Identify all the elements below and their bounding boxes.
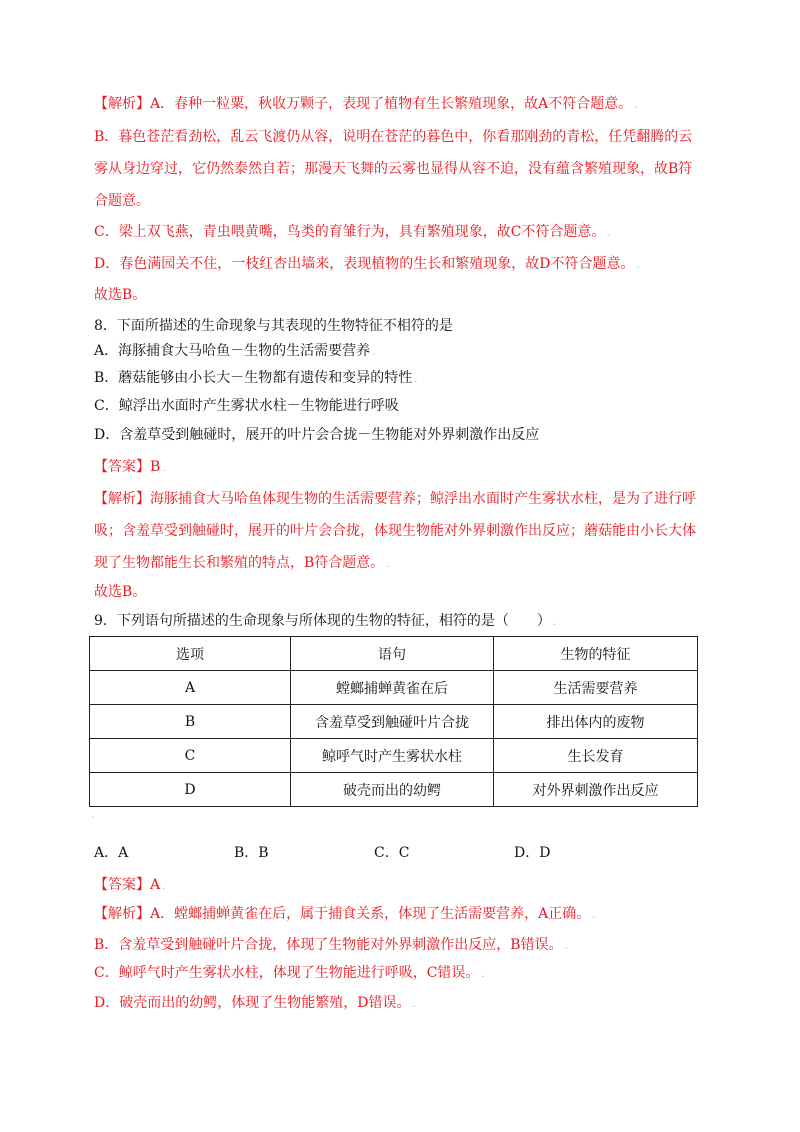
- table-cell: B: [90, 705, 291, 739]
- q8-option-c: C．鲸浮出水面时产生雾状水柱－生物能进行呼吸: [94, 398, 399, 414]
- q8-option-d: D．含羞草受到触碰时，展开的叶片会合拢－生物能对外界刺激作出反应: [94, 427, 540, 443]
- q7-conclusion: 故选B。: [94, 287, 147, 303]
- q9-option-c: C．C: [374, 845, 410, 861]
- table-cell: 对外界刺激作出反应: [494, 773, 698, 807]
- table-cell: 螳螂捕蝉黄雀在后: [291, 671, 494, 705]
- q9-option-a: A．A: [94, 845, 129, 861]
- q9-option-d: D．D: [514, 845, 551, 861]
- q9-analysis-line: B．含羞草受到触碰叶片合拢，体现了生物能对外界刺激作出反应，B错误。 .: [94, 937, 568, 953]
- table-cell: C: [90, 739, 291, 773]
- q9-stem: 9．下列语句所描述的生命现象与所体现的生物的特征，相符的是（ ） .: [94, 613, 557, 629]
- q7-analysis-line: D．春色满园关不住，一枝红杏出墙来，表现植物的生长和繁殖现象，故D不符合题意。 .: [94, 256, 640, 272]
- table-cell: 生活需要营养: [494, 671, 698, 705]
- table-cell: D: [90, 773, 291, 807]
- q9-answer: 【答案】A .: [94, 877, 166, 893]
- table-header-row: [90, 637, 698, 671]
- table-cell: 排出体内的废物: [494, 705, 698, 739]
- table-cell: A: [90, 671, 291, 705]
- table-header-cell: 语句: [291, 637, 494, 671]
- paragraph-mark: .: [91, 810, 95, 821]
- q9-analysis-line: 【解析】A．螳螂捕蝉黄雀在后，属于捕食关系，体现了生活需要营养，A正确。 .: [94, 906, 596, 922]
- q7-analysis-line: B．暮色苍茫看劲松，乱云飞渡仍从容，说明在苍茫的暮色中，你看那刚劲的青松，任凭翻腾的云: [94, 129, 693, 145]
- q9-analysis-line: D．破壳而出的幼鳄，体现了生物能繁殖，D错误。 .: [94, 995, 416, 1011]
- q9-option-b: B．B: [234, 845, 269, 861]
- table-header-cell: 生物的特征: [494, 637, 698, 671]
- q8-conclusion: 故选B。: [94, 584, 147, 600]
- table-cell: 破壳而出的幼鳄: [291, 773, 494, 807]
- q8-option-b: B．蘑菇能够由小长大－生物都有遗传和变异的特性 .: [94, 370, 418, 386]
- table-cell: 鲸呼气时产生雾状水柱: [291, 739, 494, 773]
- q9-options: [94, 843, 654, 863]
- q8-analysis-line: 吸；含羞草受到触碰时，展开的叶片会合拢，体现生物能对外界刺激作出反应；蘑菇能由小长大体: [94, 523, 696, 539]
- q8-analysis-line: 现了生物都能生长和繁殖的特点，B符合题意。 .: [94, 555, 390, 571]
- table-row: [90, 705, 698, 739]
- table-row: [90, 773, 698, 807]
- table-row: [90, 671, 698, 705]
- table-row: [90, 739, 698, 773]
- table-cell: 含羞草受到触碰叶片合拢: [291, 705, 494, 739]
- q7-analysis-line: C．梁上双飞燕，青虫喂黄嘴，鸟类的育雏行为，具有繁殖现象，故C不符合题意。 .: [94, 224, 611, 240]
- q9-table: [89, 636, 698, 807]
- table-cell: 生长发育: [494, 739, 698, 773]
- q8-option-a: A．海豚捕食大马哈鱼－生物的生活需要营养 .: [94, 343, 376, 359]
- table-header-cell: 选项: [90, 637, 291, 671]
- q8-analysis-line: 【解析】海豚捕食大马哈鱼体现生物的生活需要营养；鲸浮出水面时产生雾状水柱，是为了进行呼: [94, 491, 696, 507]
- q9-analysis-line: C．鲸呼气时产生雾状水柱，体现了生物能进行呼吸，C错误。 .: [94, 965, 485, 981]
- q8-stem: 8．下面所描述的生命现象与其表现的生物特征不相符的是: [94, 318, 453, 334]
- q7-analysis-line: 雾从身边穿过，它仍然泰然自若；那漫天飞舞的云雾也显得从容不迫，没有蕴含繁殖现象，故B符: [94, 161, 693, 177]
- q7-analysis-line: 【解析】A．春种一粒粟，秋收万颗子，表现了植物有生长繁殖现象，故A不符合题意。 .: [94, 96, 638, 112]
- q8-answer: 【答案】B .: [94, 459, 166, 475]
- q7-analysis-line: 合题意。: [94, 193, 150, 209]
